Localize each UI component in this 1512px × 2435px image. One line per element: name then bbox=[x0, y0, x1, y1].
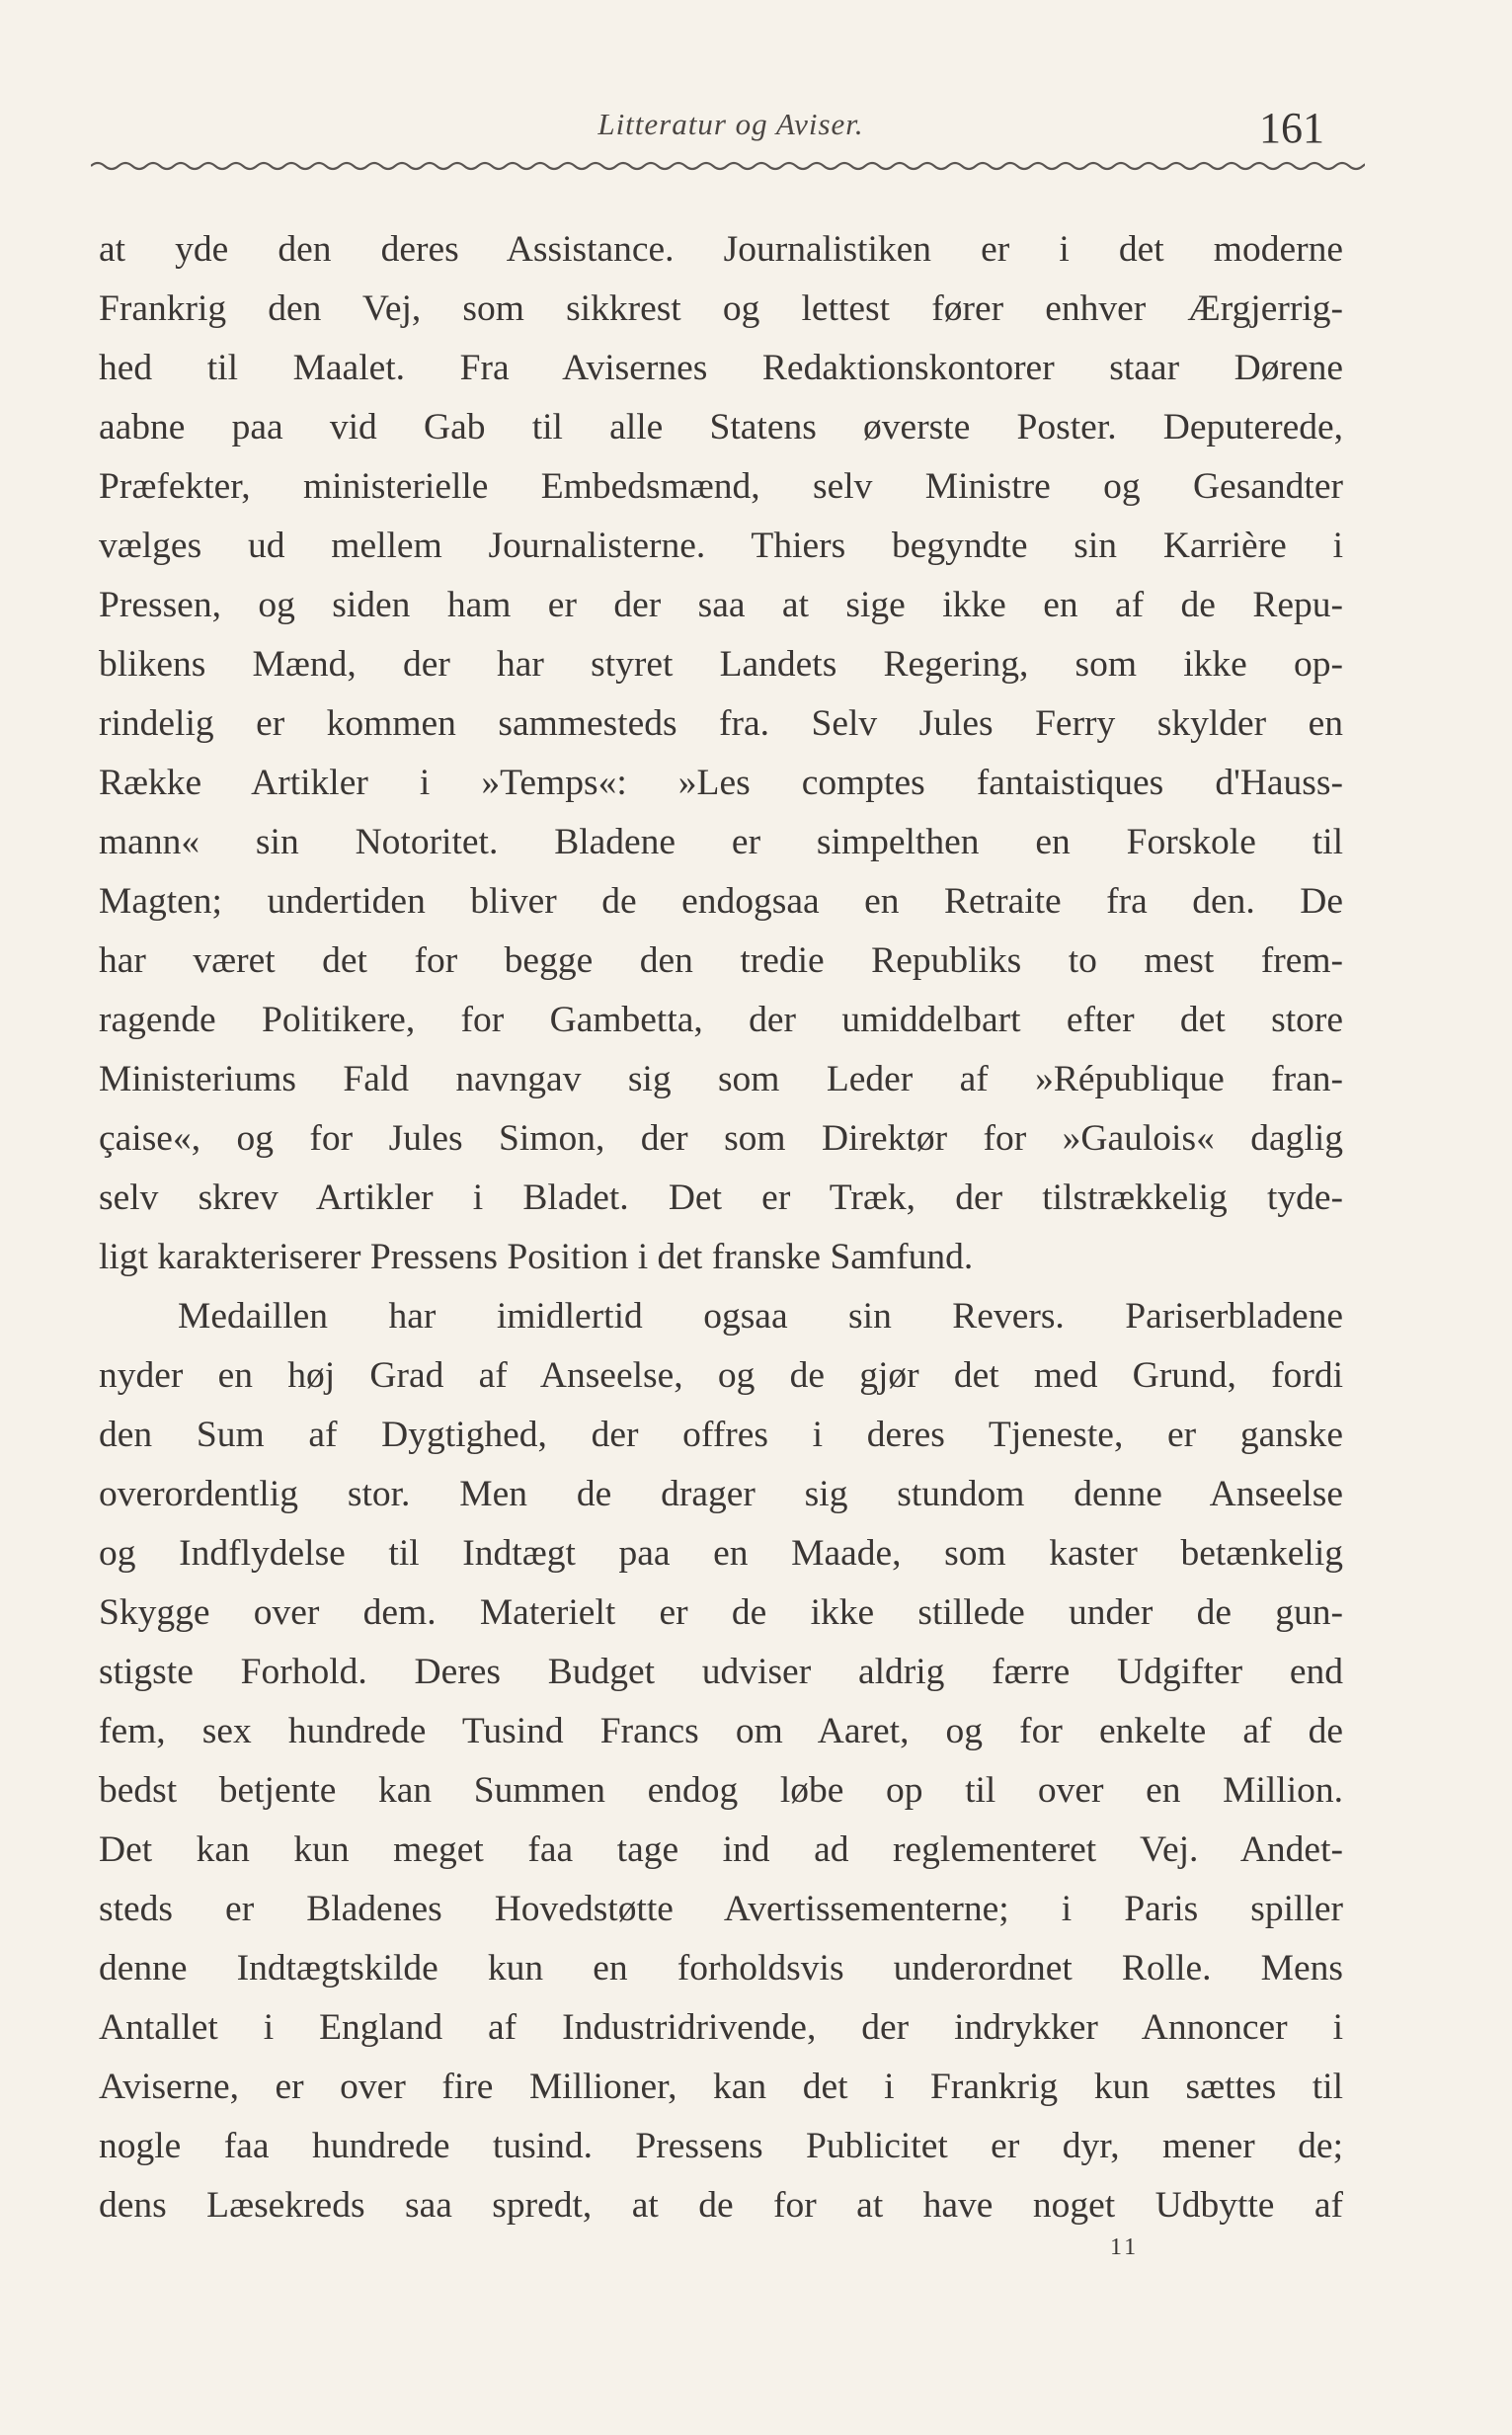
page-number: 161 bbox=[1259, 104, 1324, 152]
text-line: Antallet i England af Industridrivende, der indrykker Annoncer i bbox=[99, 2007, 1343, 2048]
paragraph bbox=[99, 220, 1343, 1287]
text-line: Skygge over dem. Materielt er de ikke stillede under de gun- bbox=[99, 1592, 1343, 1633]
text-line: rindelig er kommen sammesteds fra. Selv Jules Ferry skylder en bbox=[99, 703, 1343, 744]
signature-mark: 11 bbox=[1110, 2234, 1140, 2260]
text-line: Medaillen har imidlertid ogsaa sin Revers. Pariserbladene bbox=[178, 1296, 1343, 1337]
text-line: selv skrev Artikler i Bladet. Det er Træk, der tilstrækkelig tyde- bbox=[99, 1177, 1343, 1218]
running-head-title: Litteratur og Aviser. bbox=[597, 107, 864, 141]
paragraph bbox=[99, 1287, 1343, 2235]
text-line: stigste Forhold. Deres Budget udviser aldrig færre Udgifter end bbox=[99, 1652, 1343, 1692]
text-line: overordentlig stor. Men de drager sig stundom denne Anseelse bbox=[99, 1474, 1343, 1514]
text-line: vælges ud mellem Journalisterne. Thiers begyndte sin Karrière i bbox=[99, 526, 1343, 566]
text-line: Det kan kun meget faa tage ind ad reglementeret Vej. Andet- bbox=[99, 1829, 1343, 1870]
text-line: Pressen, og siden ham er der saa at sige ikke en af de Repu- bbox=[99, 585, 1343, 625]
text-line: nyder en høj Grad af Anseelse, og de gjør det med Grund, fordi bbox=[99, 1355, 1343, 1396]
text-line: dens Læsekreds saa spredt, at de for at have noget Udbytte af bbox=[99, 2185, 1343, 2226]
text-line: blikens Mænd, der har styret Landets Regering, som ikke op- bbox=[99, 644, 1343, 685]
text-line: steds er Bladenes Hovedstøtte Avertissementerne; i Paris spiller bbox=[99, 1889, 1343, 1929]
text-line: Række Artikler i »Temps«: »Les comptes fantaistiques d'Hauss- bbox=[99, 763, 1343, 803]
text-line: Frankrig den Vej, som sikkrest og lettest fører enhver Ærgjerrig- bbox=[99, 288, 1343, 329]
text-line: denne Indtægtskilde kun en forholdsvis underordnet Rolle. Mens bbox=[99, 1948, 1343, 1989]
text-line: ligt karakteriserer Pressens Position i det franske Samfund. bbox=[99, 1237, 974, 1277]
text-line: Magten; undertiden bliver de endogsaa en Retraite fra den. De bbox=[99, 881, 1343, 922]
text-line: bedst betjente kan Summen endog løbe op til over en Million. bbox=[99, 1770, 1343, 1811]
text-line: aabne paa vid Gab til alle Statens øverste Poster. Deputerede, bbox=[99, 407, 1343, 447]
text-line: mann« sin Notoritet. Bladene er simpelthen en Forskole til bbox=[99, 822, 1343, 862]
running-head bbox=[0, 104, 1512, 156]
body-text bbox=[99, 220, 1343, 2235]
text-line: çaise«, og for Jules Simon, der som Direktør for »Gaulois« daglig bbox=[99, 1118, 1343, 1159]
text-line: Aviserne, er over fire Millioner, kan det i Frankrig kun sættes til bbox=[99, 2067, 1343, 2107]
text-line: og Indflydelse til Indtægt paa en Maade, som kaster betænkelig bbox=[99, 1533, 1343, 1574]
text-line: har været det for begge den tredie Republiks to mest frem- bbox=[99, 940, 1343, 981]
text-line: hed til Maalet. Fra Avisernes Redaktionskontorer staar Dørene bbox=[99, 348, 1343, 388]
text-line: nogle faa hundrede tusind. Pressens Publicitet er dyr, mener de; bbox=[99, 2126, 1343, 2166]
text-line: ragende Politikere, for Gambetta, der umiddelbart efter det store bbox=[99, 1000, 1343, 1040]
text-line: Ministeriums Fald navngav sig som Leder af »République fran- bbox=[99, 1059, 1343, 1099]
text-line: den Sum af Dygtighed, der offres i deres Tjeneste, er ganske bbox=[99, 1415, 1343, 1455]
header-ornament-rule bbox=[91, 156, 1365, 176]
text-line: at yde den deres Assistance. Journalistiken er i det moderne bbox=[99, 229, 1343, 270]
text-line: fem, sex hundrede Tusind Francs om Aaret, og for enkelte af de bbox=[99, 1711, 1343, 1751]
text-line: Præfekter, ministerielle Embedsmænd, selv Ministre og Gesandter bbox=[99, 466, 1343, 507]
